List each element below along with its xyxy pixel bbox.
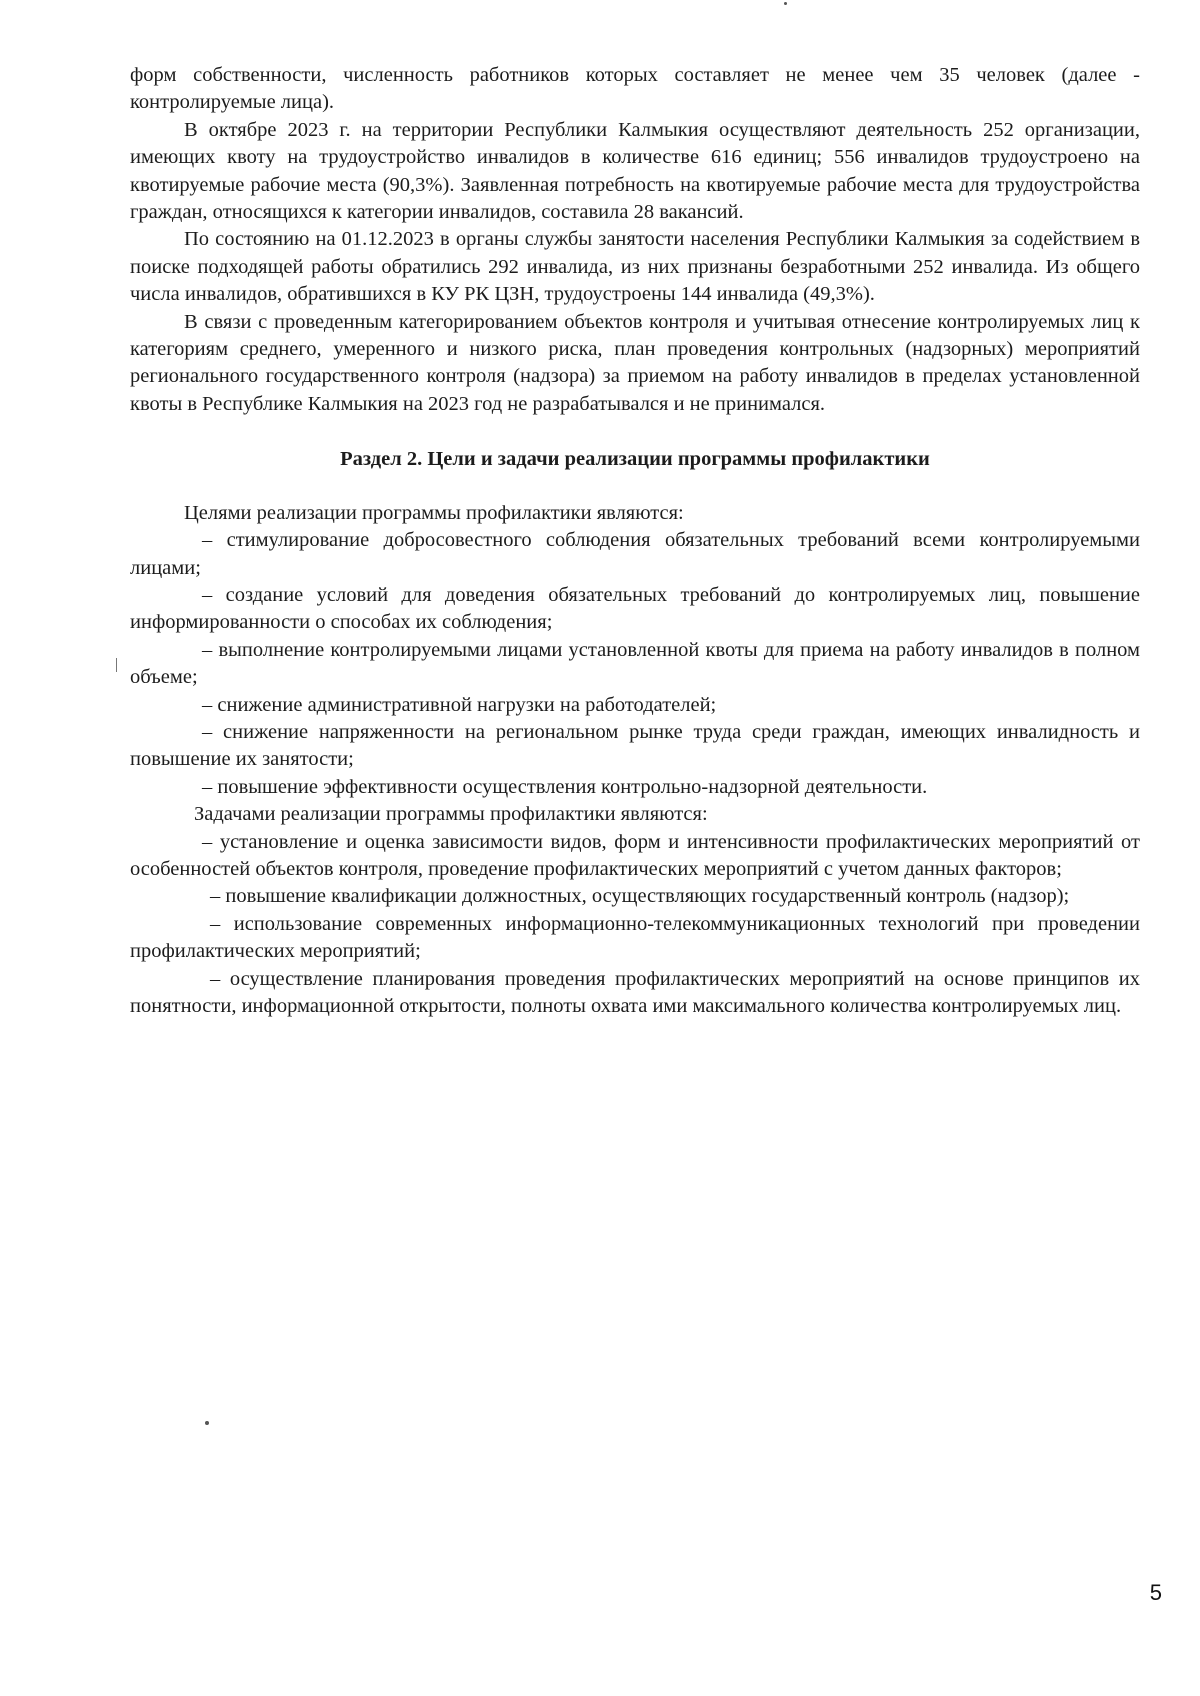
goal-item: – снижение напряженности на региональном рынке труда среди граждан, имеющих инвалидность и повышение их занятости;: [130, 720, 1140, 771]
paragraph-quota-statistics: В октябре 2023 г. на территории Республики Калмыкия осуществляют деятельность 252 организации, имеющих квоту на трудоустройство инвалидов в количестве 616 единиц; 556 инвалидов трудоустроено на квотируемые рабочие места (90,3%). Заявленная потребность на квотируемые рабочие места для трудоустройства граждан, относящихся к категории инвалидов, составила 28 вакансий.: [130, 118, 1140, 224]
scan-speck: [205, 1421, 209, 1425]
paragraph-control-plan: В связи с проведенным категорированием объектов контроля и учитывая отнесение контролируемых лиц к категориям среднего, умеренного и низкого риска, план проведения контрольных (надзорных) мероприятий регионального государственного контроля (надзора) за приемом на работу инвалидов в пределах установленной квоты в Республике Калмыкия на 2023 год не разрабатывался и не принимался.: [130, 310, 1140, 415]
task-item: – использование современных информационно-телекоммуникационных технологий при проведении профилактических мероприятий;: [130, 912, 1140, 963]
scan-edge-mark: [116, 658, 117, 672]
goals-intro: Целями реализации программы профилактики являются:: [184, 501, 684, 524]
goal-item: – создание условий для доведения обязательных требований до контролируемых лиц, повышение информированности о способах их соблюдения;: [130, 583, 1140, 634]
section-heading: Раздел 2. Цели и задачи реализации программы профилактики: [340, 448, 930, 471]
scan-speck: [784, 2, 787, 5]
tasks-intro: Задачами реализации программы профилактики являются:: [194, 803, 708, 826]
document-body: [130, 62, 1140, 1020]
paragraph-employment-service: По состоянию на 01.12.2023 в органы службы занятости населения Республики Калмыкия за содействием в поиске подходящей работы обратились 292 инвалида, из них признаны безработными 252 инвалида. Из общего числа инвалидов, обратившихся в КУ РК ЦЗН, трудоустроены 144 инвалида (49,3%).: [130, 228, 1140, 306]
goal-item: – снижение административной нагрузки на работодателей;: [202, 693, 717, 716]
goal-item: – повышение эффективности осуществления контрольно-надзорной деятельности.: [202, 775, 928, 798]
task-item: – осуществление планирования проведения профилактических мероприятий на основе принципов их понятности, информационной открытости, полноты охвата ими максимального количества контролируемых лиц.: [130, 967, 1140, 1017]
task-item: – повышение квалификации должностных, осуществляющих государственный контроль (надзор);: [210, 885, 1070, 908]
page-number: 5: [1149, 1580, 1162, 1605]
task-item: – установление и оценка зависимости видов, форм и интенсивности профилактических мероприятий от особенностей объектов контроля, проведение профилактических мероприятий с учетом данных факторов;: [130, 830, 1140, 880]
goal-item: – выполнение контролируемыми лицами установленной квоты для приема на работу инвалидов в полном объеме;: [130, 638, 1140, 689]
paragraph-intro-continuation: форм собственности, численность работников которых составляет не менее чем 35 человек (далее - контролируемые лица).: [130, 64, 1140, 114]
goal-item: – стимулирование добросовестного соблюдения обязательных требований всеми контролируемыми лицами;: [130, 529, 1140, 579]
